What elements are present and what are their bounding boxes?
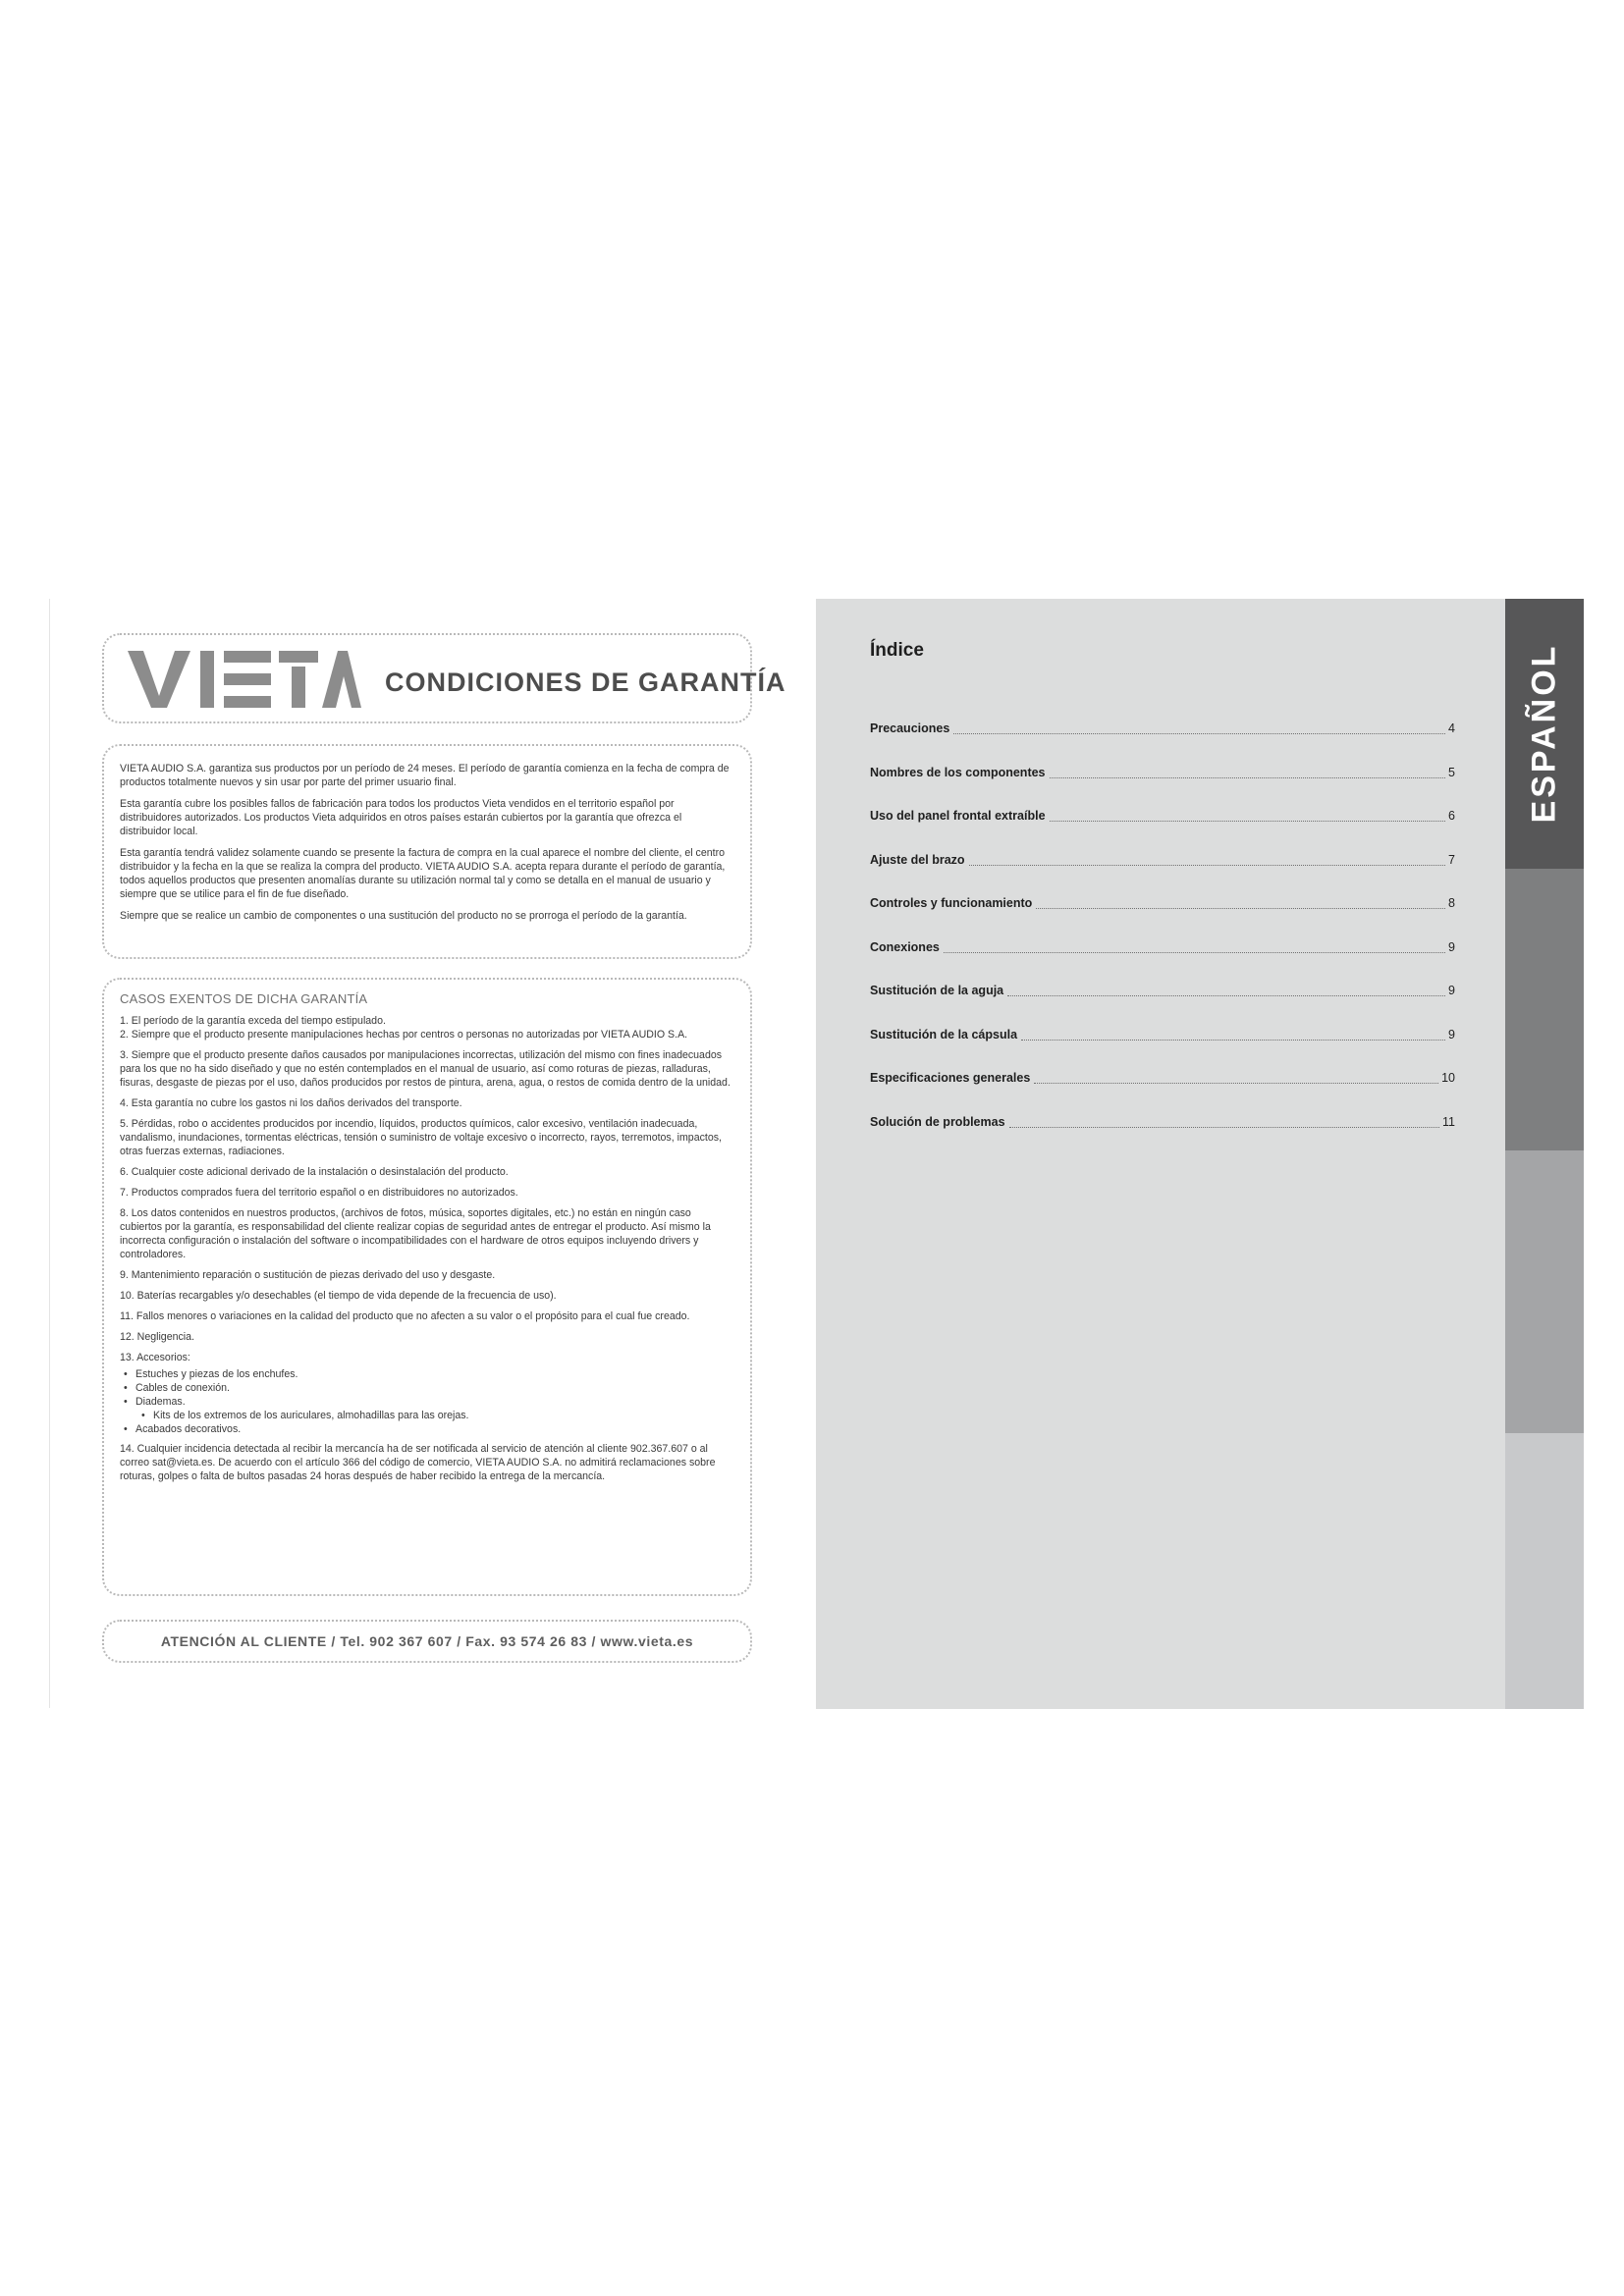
- dot-leader: [1021, 1028, 1445, 1041]
- toc-page-number: 4: [1448, 721, 1455, 735]
- toc-label: Conexiones: [870, 940, 944, 954]
- exempt-item: 11. Fallos menores o variaciones en la calidad del producto que no afecten a su valor o el propósito para el cual fue creado.: [120, 1310, 690, 1322]
- toc-label: Nombres de los componentes: [870, 766, 1050, 779]
- toc-page-number: 10: [1441, 1071, 1455, 1085]
- dot-leader: [1050, 766, 1446, 778]
- accessories-list: [120, 1367, 734, 1436]
- dot-leader: [953, 721, 1445, 734]
- toc-page-number: 5: [1448, 765, 1455, 779]
- exempt-item: 9. Mantenimiento reparación o sustitución de piezas derivado del uso y desgaste.: [120, 1269, 496, 1281]
- exempt-item: 14. Cualquier incidencia detectada al recibir la mercancía ha de ser notificada al servicio de atención al cliente 902.367.607 o al correo sat@vieta.es. De acuerdo con el artículo 366 del código de comercio, VIETA AUDIO S.A. no admitirá reclamaciones sobre roturas, golpes o falta de bultos pasadas 24 horas después de haber recibido la entrega de la mercancía.: [120, 1443, 716, 1482]
- toc-page-number: 11: [1442, 1114, 1455, 1129]
- toc-entry: [870, 721, 1455, 766]
- exempt-item: 3. Siempre que el producto presente daños causados por manipulaciones incorrectas, utilización del mismo con fines inadecuados para los que no ha sido diseñado y que no estén contemplados en el manual de usuario, así como roturas de piezas, ralladuras, fisuras, desgaste de piezas por el uso, daños producidos por restos de pintura, arena, agua, o restos de comida dentro de la unidad.: [120, 1049, 731, 1089]
- toc-entry: [870, 896, 1455, 940]
- dot-leader: [1009, 1115, 1439, 1128]
- warranty-intro-section: [102, 744, 752, 959]
- toc-page-number: 8: [1448, 896, 1455, 910]
- toc-entry: [870, 1028, 1455, 1072]
- exempt-item: 4. Esta garantía no cubre los gastos ni los daños derivados del transporte.: [120, 1097, 462, 1109]
- dot-leader: [1050, 809, 1446, 822]
- toc-label: Precauciones: [870, 721, 953, 735]
- list-item: • Diademas.: [120, 1395, 734, 1409]
- list-item: • Kits de los extremos de los auriculares, almohadillas para las orejas.: [120, 1409, 734, 1422]
- toc-entry: [870, 1115, 1455, 1159]
- dot-leader: [1034, 1071, 1438, 1084]
- list-item: • Acabados decorativos.: [120, 1422, 734, 1436]
- exempt-cases-title: CASOS EXENTOS DE DICHA GARANTÍA: [120, 991, 368, 1006]
- exempt-cases-section: [102, 978, 752, 1596]
- exempt-item: 6. Cualquier coste adicional derivado de la instalación o desinstalación del producto.: [120, 1166, 509, 1178]
- toc-label: Sustitución de la cápsula: [870, 1028, 1021, 1041]
- warranty-header: [102, 633, 786, 723]
- exempt-item: 12. Negligencia.: [120, 1331, 194, 1343]
- warranty-title: CONDICIONES DE GARANTÍA: [385, 667, 786, 697]
- toc-page-number: 9: [1448, 1027, 1455, 1041]
- table-of-contents: [870, 721, 1455, 1158]
- toc-page-number: 6: [1448, 809, 1455, 823]
- intro-paragraph: Esta garantía tendrá validez solamente cuando se presente la factura de compra en la cual aparece el nombre del cliente, el centro distribuidor y la fecha en la que se realiza la compra del producto. VIETA AUDIO S.A. acepta repara durante el período de garantía, todos aquellos productos que presenten anomalías durante su utilización normal tal y como se detalla en el manual de usuario y siempre que se utilice para el fin de fue diseñado.: [120, 847, 726, 900]
- toc-label: Ajuste del brazo: [870, 853, 969, 867]
- language-tab-label: ESPAÑOL: [1525, 643, 1563, 824]
- dot-leader: [1007, 984, 1445, 996]
- toc-entry: [870, 853, 1455, 897]
- exempt-item: 1. El período de la garantía exceda del tiempo estipulado. 2. Siempre que el producto presente manipulaciones hechas por centros o personas no autorizadas por VIETA AUDIO S.A.: [120, 1015, 688, 1041]
- toc-label: Especificaciones generales: [870, 1071, 1034, 1085]
- vieta-logo: [126, 647, 361, 712]
- language-tab-blank: [1505, 1433, 1584, 1709]
- toc-label: Solución de problemas: [870, 1115, 1009, 1129]
- exempt-item: 10. Baterías recargables y/o desechables (el tiempo de vida depende de la frecuencia de uso).: [120, 1290, 557, 1302]
- left-page-edge: [49, 599, 50, 1708]
- list-item: • Cables de conexión.: [120, 1381, 734, 1395]
- toc-entry: [870, 766, 1455, 810]
- exempt-item: 13. Accesorios:: [120, 1352, 190, 1363]
- toc-entry: [870, 984, 1455, 1028]
- toc-label: Sustitución de la aguja: [870, 984, 1007, 997]
- index-page: [816, 599, 1505, 1709]
- list-item: • Estuches y piezas de los enchufes.: [120, 1367, 734, 1381]
- dot-leader: [1036, 896, 1445, 909]
- toc-page-number: 9: [1448, 984, 1455, 997]
- toc-entry: [870, 809, 1455, 853]
- toc-label: Controles y funcionamiento: [870, 896, 1036, 910]
- language-tab-blank: [1505, 869, 1584, 1150]
- contact-info: ATENCIÓN AL CLIENTE / Tel. 902 367 607 / Fax. 93 574 26 83 / www.vieta.es: [160, 1633, 694, 1649]
- intro-paragraph: Esta garantía cubre los posibles fallos de fabricación para todos los productos Vieta vendidos en el territorio español por distribuidores autorizados. Los productos Vieta adquiridos en otros países estarán cubiertos por la garantía que ofrezca el distribuidor local.: [120, 798, 682, 837]
- toc-entry: [870, 1071, 1455, 1115]
- intro-paragraph: Siempre que se realice un cambio de componentes o una sustitución del producto no se prorroga el período de la garantía.: [120, 910, 687, 922]
- toc-entry: [870, 940, 1455, 985]
- toc-page-number: 9: [1448, 939, 1455, 954]
- dot-leader: [944, 940, 1445, 953]
- toc-label: Uso del panel frontal extraíble: [870, 809, 1050, 823]
- exempt-item: 5. Pérdidas, robo o accidentes producidos por incendio, líquidos, productos químicos, calor excesivo, ventilación inadecuada, vandalismo, inundaciones, tormentas eléctricas, tensión o suministro de voltaje excesivo o incorrecto, rayos, terremotos, impactos, otras fuerzas externas, radiaciones.: [120, 1118, 722, 1157]
- intro-paragraph: VIETA AUDIO S.A. garantiza sus productos por un período de 24 meses. El período de garantía comienza en la fecha de compra de productos totalmente nuevos y sin usar por parte del primer usuario final.: [120, 763, 730, 788]
- exempt-item: 7. Productos comprados fuera del territorio español o en distribuidores no autorizados.: [120, 1187, 518, 1199]
- dot-leader: [969, 853, 1446, 866]
- language-tab-blank: [1505, 1150, 1584, 1433]
- toc-page-number: 7: [1448, 852, 1455, 867]
- customer-service-footer: [102, 1620, 752, 1663]
- exempt-item: 8. Los datos contenidos en nuestros productos, (archivos de fotos, música, soportes digitales, etc.) no están en ningún caso cubiertos por la garantía, es responsabilidad del cliente realizar copias de seguridad antes de entregar el producto. Así mismo la incorrecta configuración o instalación del software o incompatibilidades con el hardware de otros equipos incluyendo drivers y controladores.: [120, 1207, 711, 1260]
- index-title: Índice: [870, 640, 924, 661]
